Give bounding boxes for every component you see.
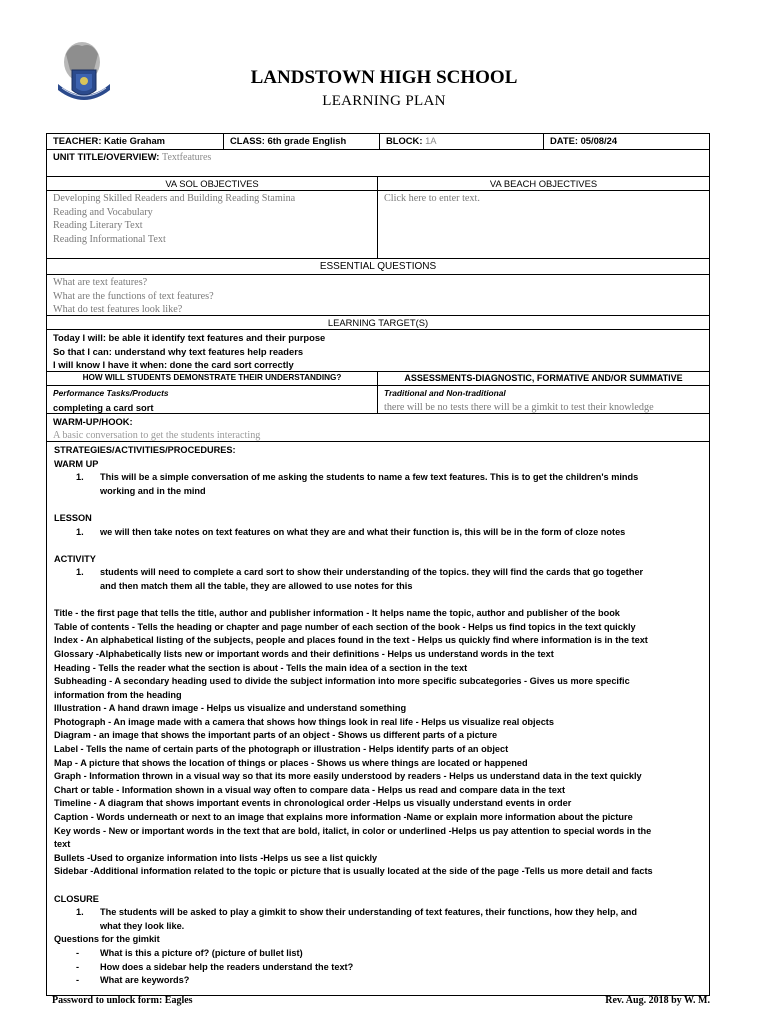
strategies-header: STRATEGIES/ACTIVITIES/PROCEDURES: (54, 445, 236, 455)
class-label: CLASS: (230, 135, 265, 146)
list-item: 1. This will be a simple conversation of me asking the students to name a few text features. This is to get the children's minds (76, 472, 639, 483)
targets-row (47, 329, 709, 371)
assessments-header: ASSESSMENTS-DIAGNOSTIC, FORMATIVE AND/OR SUMMATIVE (377, 372, 709, 385)
strategies-field[interactable] (47, 442, 709, 995)
date-value: 05/08/24 (580, 135, 618, 146)
class-value: 6th grade English (267, 135, 347, 146)
unit-field[interactable] (47, 150, 217, 176)
warmup-section-title: WARM UP (54, 458, 99, 469)
warmup-value: A basic conversation to get the students interacting (53, 429, 261, 441)
targets-header: LEARNING TARGET(S) (327, 317, 429, 328)
learning-plan-form (46, 133, 710, 996)
info-row (47, 134, 709, 149)
essential-question: What do test features look like? (53, 304, 183, 316)
essential-questions-field[interactable] (47, 275, 709, 315)
closure-section-title: CLOSURE (54, 893, 99, 904)
list-item-continued: what they look like. (100, 920, 185, 931)
feature-line: text (54, 839, 71, 850)
list-item-continued: and then match them all the table, they are allowed to use notes for this (100, 580, 413, 591)
sol-objective: Developing Skilled Readers and Building Reading Stamina (53, 193, 296, 204)
learning-target: Today I will: be able it identify text features and their purpose (53, 332, 326, 343)
demonstrate-header-row (47, 371, 709, 385)
block-value: 1A (425, 135, 437, 146)
document-title: LEARNING PLAN (322, 93, 446, 109)
demonstrate-header: HOW WILL STUDENTS DEMONSTRATE THEIR UNDERSTANDING? (82, 373, 342, 382)
essential-header: ESSENTIAL QUESTIONS (319, 261, 437, 272)
block-field[interactable] (379, 134, 543, 149)
feature-line: Illustration - A hand drawn image - Helps us visualize and understand something (54, 703, 407, 714)
question-item: - What are keywords? (76, 975, 190, 986)
feature-line: Heading - Tells the reader what the section is about - Tells the main idea of a section in the text (54, 662, 468, 673)
feature-line: Label - Tells the name of certain parts of the photograph or illustration - Helps identify parts of an object (54, 744, 509, 755)
feature-line: Timeline - A diagram that shows important events in chronological order -Helps us visually understand events in order (54, 798, 572, 809)
sol-objective: Reading and Vocabulary (53, 206, 153, 218)
assessments-value: there will be no tests there will be a gimkit to test their knowledge (384, 401, 654, 413)
sol-objective: Reading Informational Text (53, 233, 166, 245)
list-item-continued: working and in the mind (100, 485, 206, 496)
essential-header-row (47, 258, 709, 274)
performance-tasks-field[interactable] (47, 386, 377, 413)
feature-line: Photograph - An image made with a camera that shows how things look in real life - Helps us visualize real objects (54, 716, 554, 727)
list-item: 1. we will then take notes on text features on what they are and what their function is, this will be in the form of cloze notes (76, 526, 626, 537)
feature-line: Map - A picture that shows the location of things or places - Shows us where things are located or happened (54, 757, 528, 768)
question-item: - What is this a picture of? (picture of bullet list) (76, 947, 303, 958)
lesson-section-title: LESSON (54, 512, 92, 523)
feature-line: Caption - Words underneath or next to an image that explains more information -Name or explain more information about the picture (54, 812, 633, 823)
learning-target: I will know I have it when: done the card sort correctly (53, 359, 294, 371)
objectives-row (47, 190, 709, 258)
feature-line: Table of contents - Tells the heading or chapter and page number of each section of the book - Helps us find topics in the text quickly (54, 621, 636, 632)
feature-line: Subheading - A secondary heading used to divide the subject information into more specific subcategories - Gives us more specific (54, 676, 630, 687)
teacher-value: Katie Graham (104, 135, 166, 146)
list-item: 1. students will need to complete a card sort to show their understanding of the topics. they will find the cards that go together (76, 567, 644, 578)
activity-section-title: ACTIVITY (54, 553, 96, 564)
strategies-row (47, 441, 709, 995)
warmup-label: WARM-UP/HOOK: (53, 416, 133, 427)
assessments-field[interactable] (377, 386, 709, 413)
teacher-field[interactable] (47, 134, 223, 149)
feature-line: Diagram - an image that shows the important parts of an object - Shows us different parts of a picture (54, 730, 498, 741)
unit-row (47, 149, 709, 176)
unit-value: Textfeatures (162, 152, 212, 163)
beach-header: VA BEACH OBJECTIVES (377, 177, 709, 190)
essential-question: What are the functions of text features? (53, 290, 214, 302)
date-field[interactable] (543, 134, 709, 149)
warmup-row (47, 413, 709, 441)
question-item: - How does a sidebar help the readers understand the text? (76, 961, 354, 972)
beach-objective-placeholder: Click here to enter text. (384, 193, 480, 204)
beach-objectives-field[interactable] (377, 191, 709, 258)
list-item: 1. The students will be asked to play a gimkit to show their understanding of text features, their functions, how they help, and (76, 907, 638, 918)
feature-line: Bullets -Used to organize information into lists -Helps us see a list quickly (54, 852, 378, 863)
class-field[interactable] (223, 134, 379, 149)
objectives-header-row (47, 176, 709, 190)
sol-objectives-field[interactable] (47, 191, 377, 258)
date-label: DATE: (550, 135, 578, 146)
password-note: Password to unlock form: Eagles (52, 995, 193, 1006)
feature-line: Chart or table - Information shown in a visual way often to compare data - Helps us read and compare data in the text (54, 784, 566, 795)
revision-note: Rev. Aug. 2018 by W. M. (605, 995, 710, 1006)
feature-line: Title - the first page that tells the title, author and publisher information - It helps name the topic, author and publisher of the book (54, 608, 620, 619)
demonstrate-row (47, 385, 709, 413)
feature-line: information from the heading (54, 689, 182, 700)
school-name: LANDSTOWN HIGH SCHOOL (250, 67, 518, 88)
questions-title: Questions for the gimkit (54, 934, 160, 945)
teacher-label: TEACHER: (53, 135, 102, 146)
warmup-field[interactable] (47, 414, 709, 441)
feature-line: Graph - Information thrown in a visual way so that its more easily understood by readers - Helps us understand data in the text quickly (54, 771, 642, 782)
learning-targets-field[interactable] (47, 330, 709, 371)
assessments-label: Traditional and Non-traditional (384, 388, 506, 398)
targets-header-row (47, 315, 709, 329)
sol-objective: Reading Literary Text (53, 220, 143, 232)
unit-label: UNIT TITLE/OVERVIEW: (53, 151, 160, 162)
essential-row (47, 274, 709, 315)
feature-line: Index - An alphabetical listing of the subjects, people and places found in the text - Helps us quickly find where information is in the text (54, 635, 648, 646)
performance-tasks-value: completing a card sort (53, 401, 154, 413)
feature-line: Glossary -Alphabetically lists new or important words and their definitions - Helps us understand words in the text (54, 648, 554, 659)
performance-tasks-label: Performance Tasks/Products (53, 388, 169, 398)
feature-line: Key words - New or important words in the text that are bold, italict, in color or underlined -Helps us pay attention to special words in the (54, 825, 652, 836)
learning-target: So that I can: understand why text features help readers (53, 345, 304, 357)
block-label: BLOCK: (386, 135, 423, 146)
feature-line: Sidebar -Additional information related to the topic or picture that is usually located at the side of the page -Tells us more detail and facts (54, 866, 653, 877)
essential-question: What are text features? (53, 277, 148, 288)
sol-header: VA SOL OBJECTIVES (165, 178, 259, 189)
